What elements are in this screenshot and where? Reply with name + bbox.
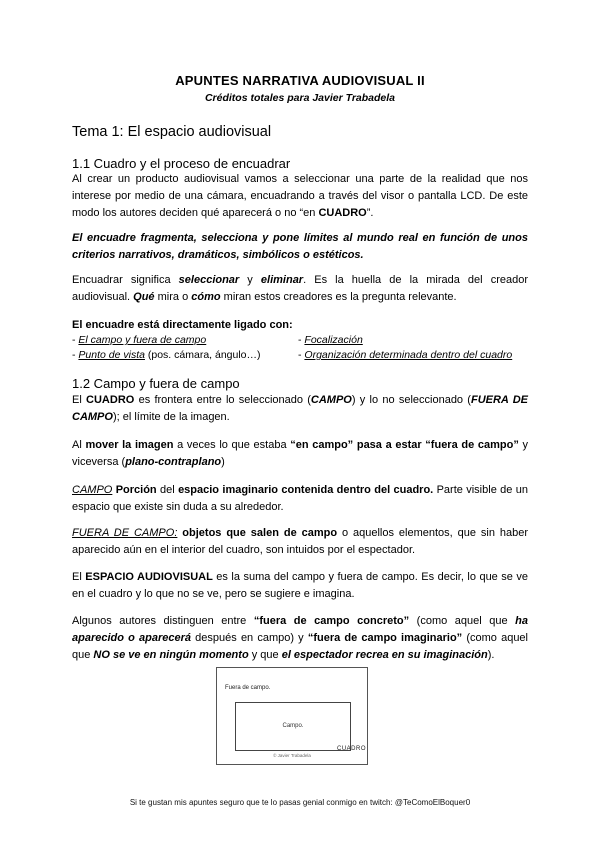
- campo-frame: [235, 702, 351, 751]
- list-heading: El encuadre está directamente ligado con:: [72, 319, 293, 331]
- topic-heading: Tema 1: El espacio audiovisual: [72, 124, 272, 140]
- cuadro-label: CUADRO: [337, 746, 367, 752]
- section-1-paragraph-3: Encuadrar significa seleccionar y eliminar. Es la huella de la mirada del creador audiovisual. Qué mira o cómo miran estos creadores es la pregunta relevante.: [72, 274, 528, 303]
- campo-diagram: [216, 667, 368, 765]
- section-1-highlight-paragraph: El encuadre fragmenta, selecciona y pone límites al mundo real en función de unos criterios narrativos, dramáticos, simbólicos o estéticos.: [72, 232, 528, 261]
- campo-label: Campo.: [282, 723, 304, 729]
- figure-credit: © Javier Trabadela: [273, 753, 311, 758]
- document-subtitle: Créditos totales para Javier Trabadela: [204, 92, 396, 104]
- section-1-paragraph-1: Al crear un producto audiovisual vamos a seleccionar una parte de la realidad que nos interese por medio de una cámara, encuadrando a través del visor o pantalla LCD. De este modo los autores deciden qué aparecerá o no “en CUADRO”.: [72, 173, 528, 219]
- section-2-paragraph-campo: CAMPO Porción del espacio imaginario contenida dentro del cuadro. Parte visible de un espacio que existe sin duda a su alrededor.: [72, 484, 528, 513]
- fuera-de-campo-label: Fuera de campo.: [225, 685, 271, 691]
- section-2-heading: 1.2 Campo y fuera de campo: [72, 376, 240, 391]
- list-row: [72, 348, 528, 363]
- section-2-paragraph-espacio-audiovisual: El ESPACIO AUDIOVISUAL es la suma del campo y fuera de campo. Es decir, lo que se ve en el cuadro y lo que no se ve, pero se sugiere e imagina.: [72, 571, 528, 600]
- list-item: - Organización determinada dentro del cuadro: [298, 349, 513, 361]
- section-1-heading: 1.1 Cuadro y el proceso de encuadrar: [72, 156, 291, 171]
- list-item: - Punto de vista (pos. cámara, ángulo…): [72, 349, 261, 361]
- section-2-paragraph-1: El CUADRO es frontera entre lo seleccionado (CAMPO) y lo no seleccionado (FUERA DE CAMPO); el límite de la imagen.: [72, 394, 529, 423]
- list-item: - El campo y fuera de campo: [72, 334, 207, 346]
- list-row: [72, 333, 528, 348]
- page-footer: Si te gustan mis apuntes seguro que te lo pasas genial conmigo en twitch: @TeComoElBoquer0: [129, 798, 471, 807]
- section-2-paragraph-2: Al mover la imagen a veces lo que estaba “en campo” pasa a estar “fuera de campo” y viceversa (plano-contraplano): [72, 439, 528, 468]
- related-concepts-list: [72, 333, 528, 363]
- list-item: - Focalización: [298, 334, 363, 346]
- document-title: APUNTES NARRATIVA AUDIOVISUAL II: [175, 73, 425, 88]
- section-2-paragraph-fuera-de-campo: FUERA DE CAMPO: objetos que salen de campo o aquellos elementos, que sin haber aparecido aún en el interior del cuadro, son intuidos por el espectador.: [72, 527, 528, 556]
- section-2-paragraph-distinguen: Algunos autores distinguen entre “fuera de campo concreto” (como aquel que ha aparecido o aparecerá después en campo) y “fuera de campo imaginario” (como aquel que NO se ve en ningún momento y que el espectador recrea en su imaginación).: [72, 615, 528, 661]
